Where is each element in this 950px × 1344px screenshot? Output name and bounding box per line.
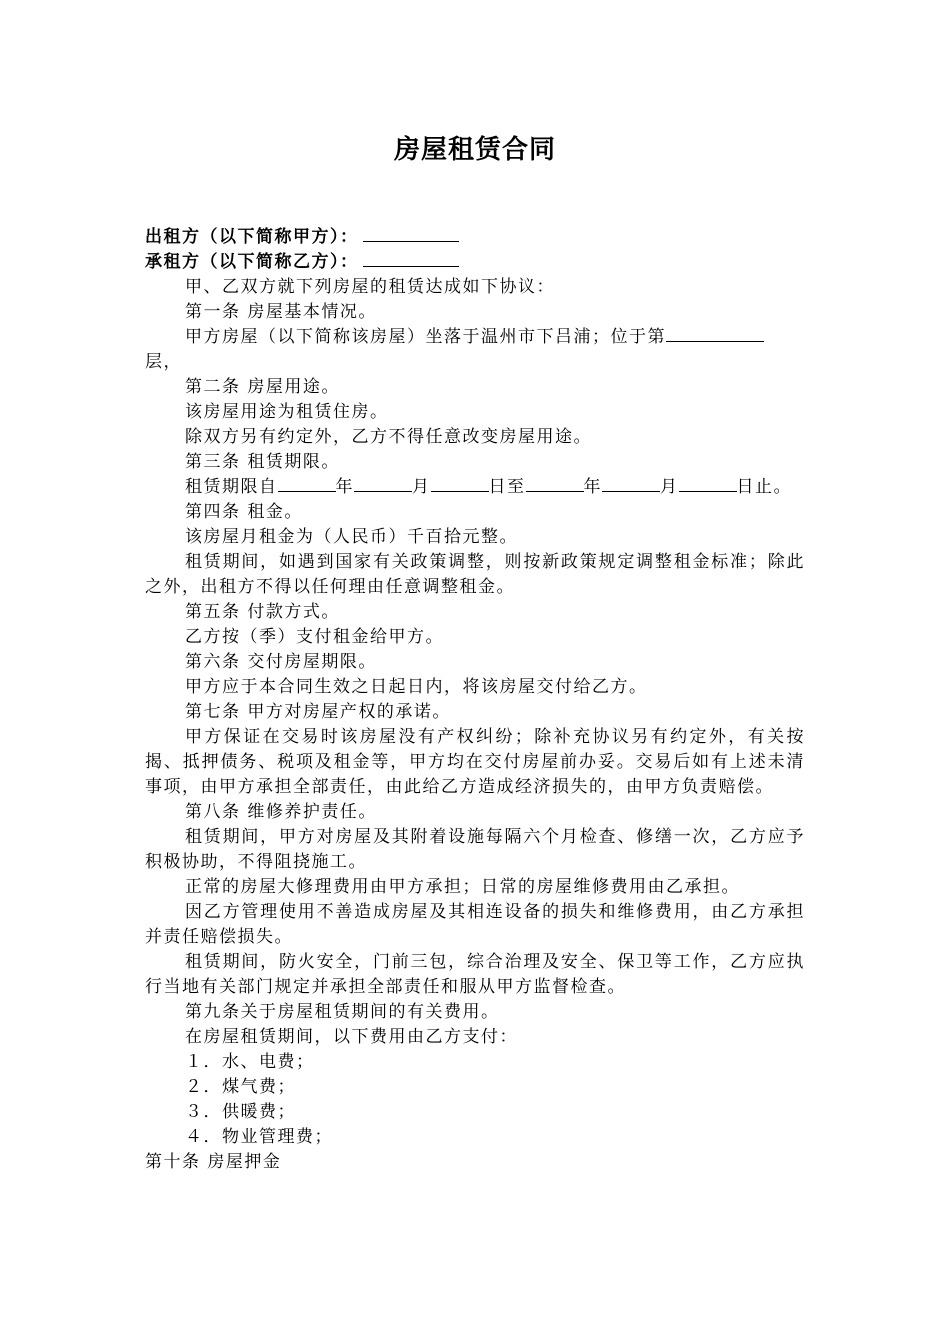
article-7-text: 甲方保证在交易时该房屋没有产权纠纷；除补充协议另有约定外，有关按揭、抵押债务、税项及租金等，甲方均在交付房屋前办妥。交易后如有上述未清事项，由甲方承担全部责任，由此给乙方造成经济损失的，由甲方负责赔偿。 (145, 727, 805, 797)
start-month-blank[interactable] (354, 475, 412, 492)
article-2-heading: 第二条 房屋用途。 (185, 377, 340, 397)
lessee-label: 承租方（以下简称乙方）： (145, 252, 359, 272)
article-5-text: 乙方按（季）支付租金给甲方。 (185, 627, 444, 647)
fee-list-item: ３．供暖费； (185, 1102, 296, 1122)
article-9-heading: 第九条关于房屋租赁期间的有关费用。 (185, 1002, 500, 1022)
start-day-unit: 日至 (488, 477, 526, 497)
article-8-text-2: 正常的房屋大修理费用由甲方承担；日常的房屋维修费用由乙承担。 (185, 877, 740, 897)
article-6-heading: 第六条 交付房屋期限。 (185, 652, 377, 672)
end-day-unit: 日止。 (736, 477, 792, 497)
floor-blank[interactable] (666, 325, 764, 342)
article-8-text-1: 租赁期间，甲方对房屋及其附着设施每隔六个月检查、修缮一次，乙方应予积极协助，不得阻挠施工。 (145, 827, 805, 872)
lessee-name-blank[interactable] (363, 250, 459, 267)
article-3-term-line (145, 475, 805, 500)
article-4-heading: 第四条 租金。 (185, 502, 303, 522)
lessor-name-blank[interactable] (363, 225, 459, 242)
end-year-unit: 年 (583, 477, 602, 497)
intro-paragraph: 甲、乙双方就下列房屋的租赁达成如下协议： (185, 277, 555, 297)
article-2-text-2: 除双方另有约定外，乙方不得任意改变房屋用途。 (185, 427, 592, 447)
article-9-text: 在房屋租赁期间，以下费用由乙方支付： (185, 1027, 518, 1047)
article-2-text-1: 该房屋用途为租赁住房。 (185, 402, 389, 422)
article-6-text: 甲方应于本合同生效之日起日内，将该房屋交付给乙方。 (185, 677, 648, 697)
end-year-blank[interactable] (526, 475, 584, 492)
document-title: 房屋租赁合同 (393, 135, 556, 165)
lessor-line (145, 225, 805, 250)
article-10-heading: 第十条 房屋押金 (145, 1152, 282, 1172)
article-5-heading: 第五条 付款方式。 (185, 602, 340, 622)
article-4-text-2: 租赁期间，如遇到国家有关政策调整，则按新政策规定调整租金标准；除此之外，出租方不得以任何理由任意调整租金。 (145, 552, 805, 597)
fee-list-item: １．水、电费； (185, 1052, 315, 1072)
article-1-text-cont: 层， (145, 352, 182, 372)
fee-list-item: ４．物业管理费； (185, 1127, 333, 1147)
article-1-text (145, 325, 805, 350)
lessee-line (145, 250, 805, 275)
article-7-heading: 第七条 甲方对房屋产权的承诺。 (185, 702, 451, 722)
start-month-unit: 月 (412, 477, 431, 497)
article-1-location-text: 甲方房屋（以下简称该房屋）坐落于温州市下吕浦；位于第 (185, 327, 666, 347)
start-year-blank[interactable] (278, 475, 336, 492)
fee-list-item: ２．煤气费； (185, 1077, 296, 1097)
lessor-label: 出租方（以下简称甲方）： (145, 227, 359, 247)
end-month-blank[interactable] (602, 475, 660, 492)
contract-body (145, 225, 805, 1175)
article-8-text-4: 租赁期间，防火安全，门前三包，综合治理及安全、保卫等工作，乙方应执行当地有关部门规定并承担全部责任和服从甲方监督检查。 (145, 952, 805, 997)
end-month-unit: 月 (660, 477, 679, 497)
article-4-text-1: 该房屋月租金为（人民币）千百拾元整。 (185, 527, 518, 547)
start-day-blank[interactable] (431, 475, 489, 492)
article-8-text-3: 因乙方管理使用不善造成房屋及其相连设备的损失和维修费用，由乙方承担并责任赔偿损失。 (145, 902, 805, 947)
article-8-heading: 第八条 维修养护责任。 (185, 802, 377, 822)
article-3-heading: 第三条 租赁期限。 (185, 452, 340, 472)
end-day-blank[interactable] (679, 475, 737, 492)
term-prefix: 租赁期限自 (185, 477, 278, 497)
start-year-unit: 年 (335, 477, 354, 497)
article-1-heading: 第一条 房屋基本情况。 (185, 302, 377, 322)
